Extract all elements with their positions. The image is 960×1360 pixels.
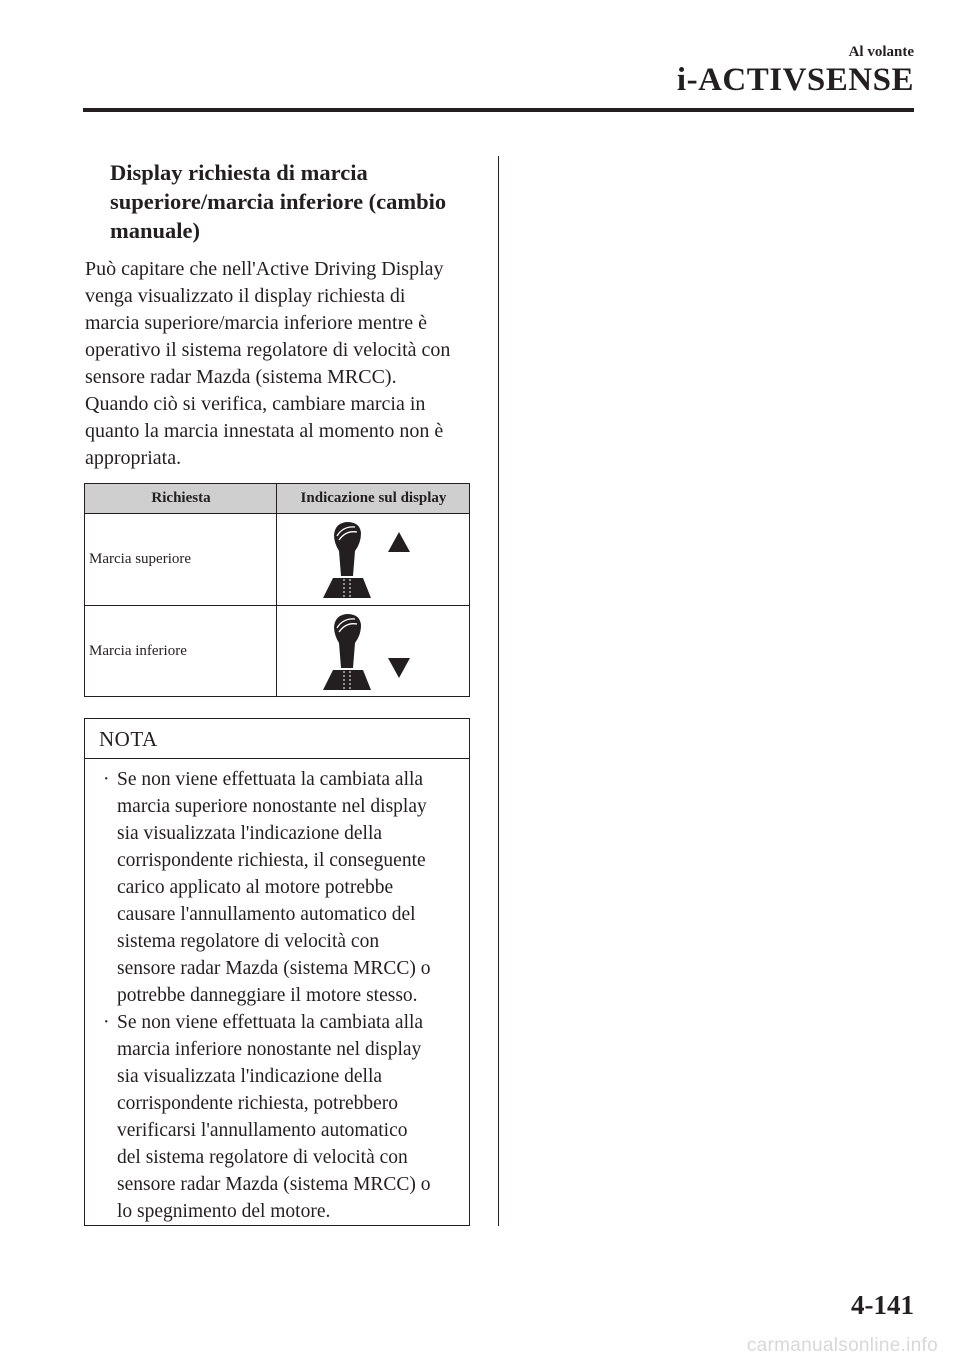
note-line: marcia inferiore nonostante nel display — [117, 1039, 422, 1060]
note-line: marcia superiore nonostante nel display — [117, 796, 427, 817]
note-line: corrispondente richiesta, potrebbero — [117, 1093, 399, 1114]
body-line: appropriata. — [85, 447, 182, 469]
note-line: Se non viene effettuata la cambiata alla — [117, 1012, 424, 1033]
header-title: i-ACTIVSENSE — [676, 62, 914, 98]
note-header — [85, 719, 469, 759]
page-number: 4-141 — [851, 1290, 914, 1320]
gear-shift-up-icon — [277, 514, 469, 605]
note-line: sia visualizzata l'indicazione della — [117, 1066, 383, 1087]
note-line: sia visualizzata l'indicazione della — [117, 823, 383, 844]
table-header — [85, 484, 469, 514]
note-body — [99, 766, 459, 1225]
body-paragraph — [85, 256, 485, 472]
body-line: quanto la marcia innestata al momento non è — [85, 420, 444, 442]
body-line: operativo il sistema regolatore di velocità con — [85, 339, 451, 361]
gear-request-table — [84, 483, 470, 697]
note-line: sistema regolatore di velocità con — [117, 931, 380, 952]
note-line: sensore radar Mazda (sistema MRCC) o — [117, 1174, 431, 1195]
table-header-request: Richiesta — [151, 490, 211, 506]
note-line: corrispondente richiesta, il conseguente — [117, 850, 426, 871]
note-line: potrebbe danneggiare il motore stesso. — [117, 985, 418, 1006]
note-bullet — [99, 1009, 459, 1225]
section-title: Display richiesta di marcia superiore/marcia inferiore (cambio manuale) — [110, 160, 447, 243]
note-line: causare l'annullamento automatico del — [117, 904, 416, 925]
table-header-display: Indicazione sul display — [300, 490, 447, 506]
bullet-dot: · — [103, 1012, 110, 1033]
row-label-upshift: Marcia superiore — [89, 551, 192, 567]
gear-shift-down-icon — [277, 606, 469, 697]
note-line: verificarsi l'annullamento automatico — [117, 1120, 408, 1141]
column-divider — [498, 156, 499, 1226]
body-line: Quando ciò si verifica, cambiare marcia in — [85, 393, 426, 415]
note-line: sensore radar Mazda (sistema MRCC) o — [117, 958, 431, 979]
note-line: del sistema regolatore di velocità con — [117, 1147, 408, 1168]
note-line: carico applicato al motore potrebbe — [117, 877, 394, 898]
table-row — [85, 514, 469, 606]
note-title: NOTA — [99, 727, 158, 751]
note-line: lo spegnimento del motore. — [117, 1201, 331, 1222]
body-line: sensore radar Mazda (sistema MRCC). — [85, 366, 397, 388]
row-label-downshift: Marcia inferiore — [89, 643, 187, 659]
note-box — [84, 718, 470, 1226]
header-rule — [83, 108, 914, 112]
note-bullet — [99, 766, 459, 1009]
table-row — [85, 606, 469, 698]
body-line: marcia superiore/marcia inferiore mentre è — [85, 312, 428, 334]
note-line: Se non viene effettuata la cambiata alla — [117, 769, 424, 790]
body-line: venga visualizzato il display richiesta di — [85, 285, 406, 307]
bullet-dot: · — [103, 769, 110, 790]
header-section: Al volante — [848, 44, 914, 60]
watermark: carmanualsonline.info — [746, 1335, 938, 1356]
body-line: Può capitare che nell'Active Driving Display — [85, 258, 444, 280]
